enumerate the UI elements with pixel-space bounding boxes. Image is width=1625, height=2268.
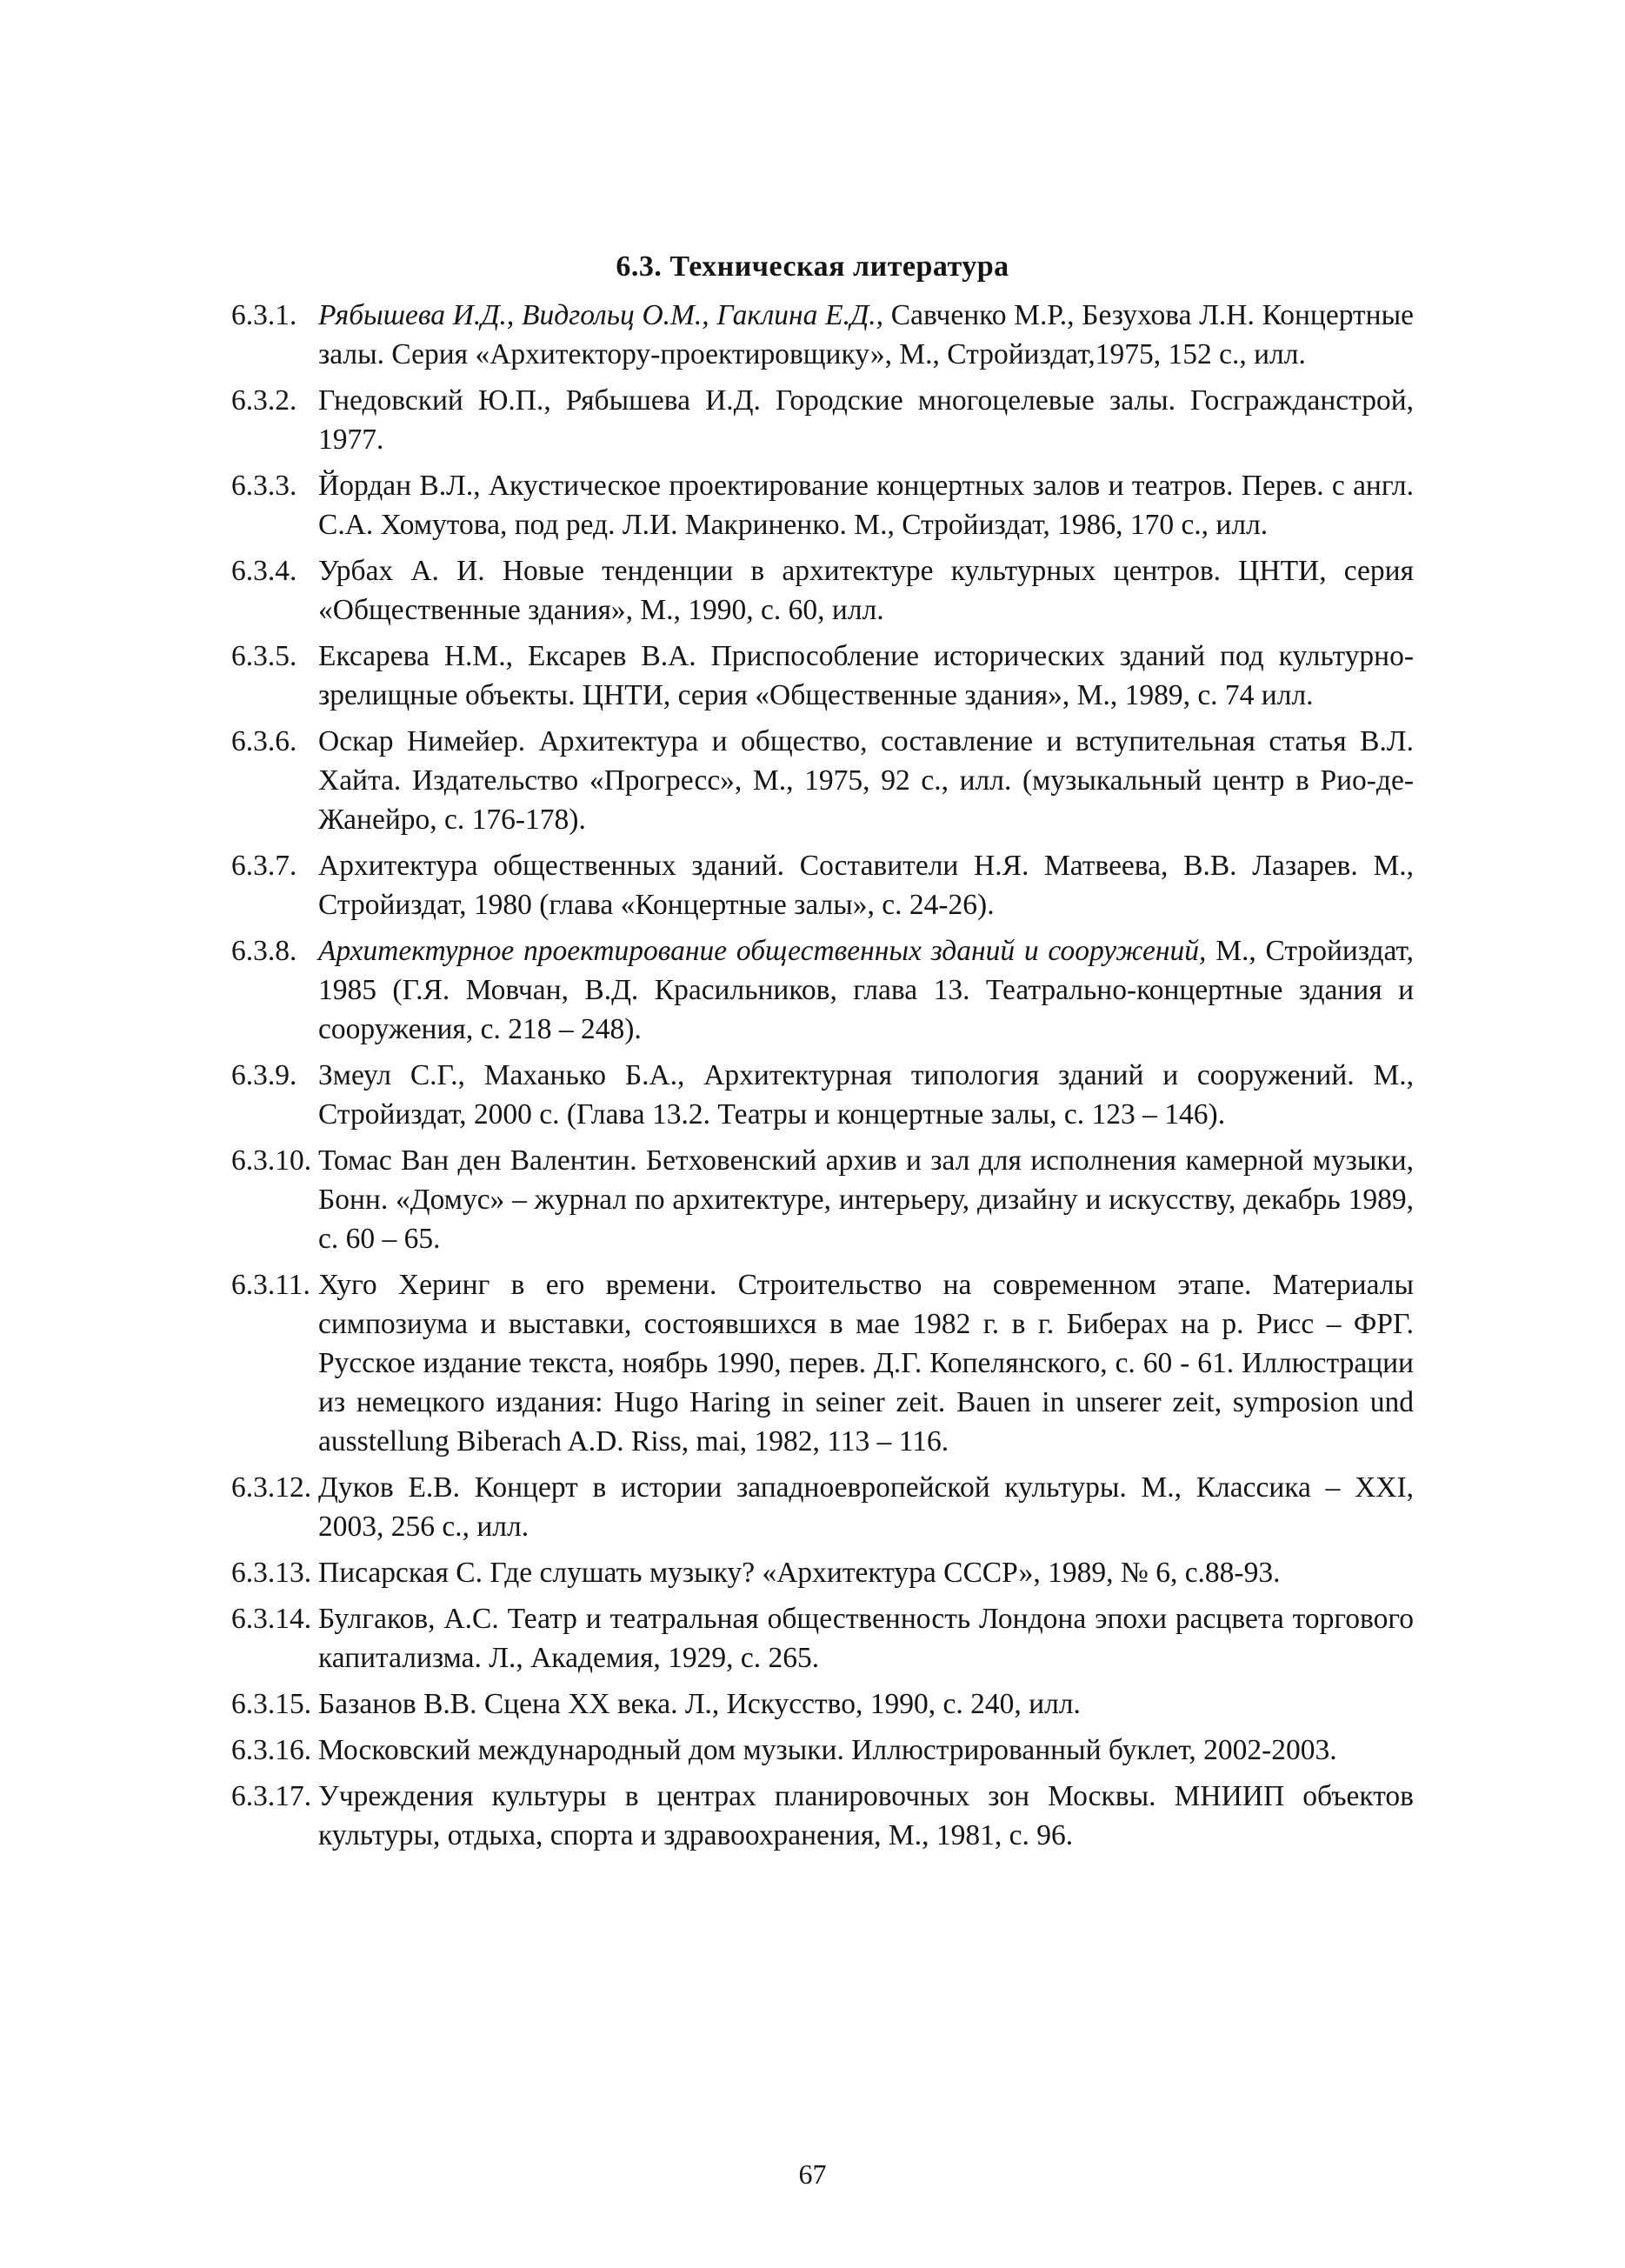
entry-number: 6.3.12. — [231, 1471, 312, 1504]
entry-text: Оскар Нимейер. Архитектура и общество, составление и вступительная статья В.Л. Хайта. Издательство «Прогресс», М., 1975, 92 с., илл. (музыкальный центр в Рио-де-Жанейро, с. 176-178). — [318, 725, 1414, 836]
entry-number: 6.3.14. — [231, 1603, 312, 1635]
bibliography-entry — [231, 931, 1414, 1049]
entry-text: Базанов В.В. Сцена XX века. Л., Искусство, 1990, с. 240, илл. — [318, 1688, 1081, 1720]
bibliography-entry — [231, 846, 1414, 924]
entry-number: 6.3.6. — [231, 725, 297, 757]
entry-text: Московский международный дом музыки. Иллюстрированный буклет, 2002-2003. — [318, 1734, 1337, 1766]
entry-number: 6.3.10. — [231, 1144, 312, 1177]
bibliography-entry — [231, 1141, 1414, 1258]
bibliography-entry — [231, 466, 1414, 544]
entry-number: 6.3.4. — [231, 555, 297, 587]
bibliography-entry — [231, 1553, 1414, 1592]
bibliography-entry — [231, 1056, 1414, 1134]
entry-number: 6.3.13. — [231, 1557, 312, 1589]
entry-text: Учреждения культуры в центрах планировочных зон Москвы. МНИИП объектов культуры, отдыха, спорта и здравоохранения, М., 1981, с. 96. — [318, 1780, 1414, 1851]
entry-number: 6.3.17. — [231, 1780, 312, 1812]
entry-text: Дуков Е.В. Концерт в истории западноевропейской культуры. М., Классика – XXI, 2003, 256 с., илл. — [318, 1471, 1414, 1543]
bibliography-entry — [231, 1684, 1414, 1724]
bibliography-entry — [231, 1777, 1414, 1855]
entry-number: 6.3.16. — [231, 1734, 312, 1766]
bibliography-list — [231, 296, 1414, 1862]
entry-text: Булгаков, А.С. Театр и театральная общественность Лондона эпохи расцвета торгового капитализма. Л., Академия, 1929, с. 265. — [318, 1603, 1414, 1674]
bibliography-entry — [231, 551, 1414, 630]
entry-text: Писарская С. Где слушать музыку? «Архитектура СССР», 1989, № 6, с.88-93. — [318, 1557, 1281, 1589]
bibliography-entry — [231, 1599, 1414, 1678]
bibliography-entry — [231, 722, 1414, 839]
entry-text: Томас Ван ден Валентин. Бетховенский архив и зал для исполнения камерной музыки, Бонн. «Домус» – журнал по архитектуре, интерьеру, дизайну и искусству, декабрь 1989, с. 60 – 65. — [318, 1144, 1414, 1255]
entry-text: Йордан В.Л., Акустическое проектирование концертных залов и театров. Перев. с англ. С.А. Хомутова, под ред. Л.И. Макриненко. М., Стройиздат, 1986, 170 с., илл. — [318, 470, 1414, 541]
page-number: 67 — [798, 2158, 827, 2190]
entry-text: Ексарева Н.М., Ексарев В.А. Приспособление исторических зданий под культурно-зрелищные объекты. ЦНТИ, серия «Общественные здания», М., 1989, с. 74 илл. — [318, 640, 1414, 711]
entry-number: 6.3.2. — [231, 384, 297, 417]
bibliography-entry — [231, 1265, 1414, 1461]
entry-number: 6.3.11. — [231, 1269, 310, 1301]
entry-text: Савченко М.Р., Безухова Л.Н. Концертные залы. Серия «Архитектору-проектировщику», М., Стройиздат,1975, 152 с., илл. — [318, 299, 1414, 370]
entry-number: 6.3.9. — [231, 1059, 297, 1091]
section-heading: 6.3. Техническая литература — [616, 250, 1009, 283]
entry-text: Змеул С.Г., Маханько Б.А., Архитектурная типология зданий и сооружений. М., Стройиздат, 2000 с. (Глава 13.2. Театры и концертные залы, с. 123 – 146). — [318, 1059, 1414, 1131]
entry-number: 6.3.15. — [231, 1688, 312, 1720]
entry-text: Урбах А. И. Новые тенденции в архитектуре культурных центров. ЦНТИ, серия «Общественные здания», М., 1990, с. 60, илл. — [318, 555, 1414, 626]
entry-number: 6.3.5. — [231, 640, 297, 672]
entry-text: Хуго Херинг в его времени. Строительство на современном этапе. Материалы симпозиума и выставки, состоявшихся в мае 1982 г. в г. Биберах на р. Рисс – ФРГ. Русское издание текста, ноябрь 1990, перев. Д.Г. Копелянского, с. 60 - 61. Иллюстрации из немецкого издания: Hugo Haring in seiner zeit. Bauen in unserer zeit, symposion und ausstellung Biberach A.D. Riss, mai, 1982, 113 – 116. — [318, 1269, 1414, 1458]
entry-text: Архитектура общественных зданий. Составители Н.Я. Матвеева, В.В. Лазарев. М., Стройиздат, 1980 (глава «Концертные залы», с. 24-26). — [318, 850, 1414, 921]
entry-text: М., Стройиздат, 1985 (Г.Я. Мовчан, В.Д. Красильников, глава 13. Театрально-концертные здания и сооружения, с. 218 – 248). — [318, 935, 1415, 1045]
bibliography-entry — [231, 296, 1414, 374]
entry-number: 6.3.1. — [231, 299, 297, 331]
entry-number: 6.3.8. — [231, 935, 297, 967]
entry-number: 6.3.3. — [231, 470, 297, 502]
bibliography-entry — [231, 1468, 1414, 1546]
entry-italic-title: Архитектурное проектирование общественных зданий и сооружений, — [318, 935, 1207, 967]
bibliography-entry — [231, 637, 1414, 715]
bibliography-entry — [231, 381, 1414, 459]
entry-authors: Рябышева И.Д., Видгольц О.М., Гаклина Е.Д., — [318, 299, 884, 331]
entry-text: Гнедовский Ю.П., Рябышева И.Д. Городские многоцелевые залы. Госгражданстрой, 1977. — [318, 384, 1414, 456]
bibliography-entry — [231, 1731, 1414, 1770]
entry-number: 6.3.7. — [231, 850, 297, 882]
